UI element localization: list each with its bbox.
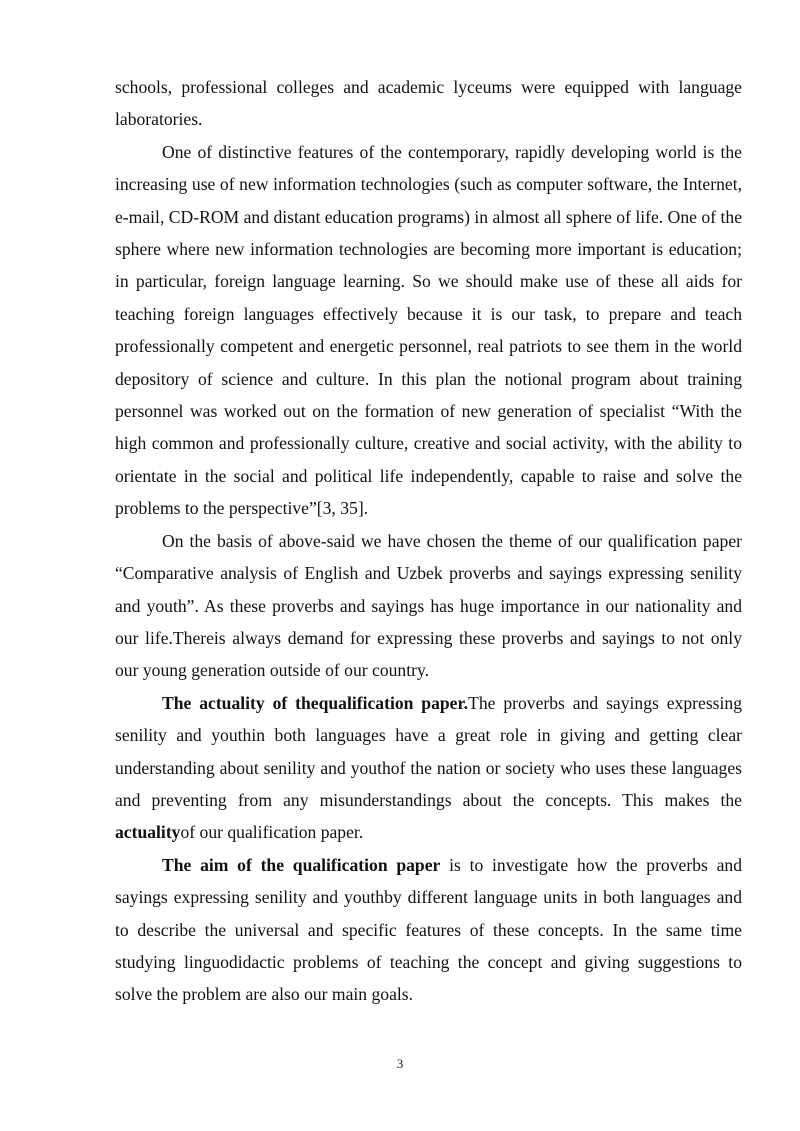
text-run: On the basis of above-said we have chosen the theme of our qualification paper “Comparative analysis of English and Uzbek proverbs and sayings expressing senility and youth”. As these proverbs and sayings has huge importance in our nationality and our life.Thereis always demand for expressing these proverbs and sayings to not only our young generation outside of our country. <box>115 530 742 681</box>
bold-text: actuality <box>115 822 181 843</box>
text-run: of our qualification paper. <box>180 822 364 843</box>
text-run: The proverbs and sayings expressing senility and youthin both languages have a great role in giving and getting clear understanding about senility and youthof the nation or society who uses these languages and preventing from any misunderstandings about the concepts. This makes the <box>115 692 742 810</box>
paragraph <box>115 71 742 136</box>
text-run: One of distinctive features of the contemporary, rapidly developing world is the increasing use of new information technologies (such as computer software, the Internet, e-mail, CD-ROM and distant education programs) in almost all sphere of life. One of the sphere where new information technologies are becoming more important is education; in particular, foreign language learning. So we should make use of these all aids for teaching foreign languages effectively because it is our task, to prepare and teach professionally competent and energetic personnel, real patriots to see them in the world depository of science and culture. In this plan the notional program about training personnel was worked out on the formation of new generation of specialist “With the high common and professionally culture, creative and social activity, with the ability to orientate in the social and political life independently, capable to raise and solve the problems to the perspective”[3, 35]. <box>115 141 742 519</box>
paragraph <box>115 136 742 525</box>
paragraph <box>115 849 742 1011</box>
paragraph <box>115 687 742 849</box>
text-run: schools, professional colleges and academic lyceums were equipped with language laboratories. <box>115 77 742 130</box>
text-run: is to investigate how the proverbs and sayings expressing senility and youthby different language units in both languages and to describe the universal and specific features of these concepts. In the same time studying linguodidactic problems of teaching the concept and giving suggestions to solve the problem are also our main goals. <box>115 854 742 1005</box>
bold-text: The aim of the qualification paper <box>162 854 441 875</box>
paragraph <box>115 525 742 687</box>
page-number: 3 <box>396 1056 404 1071</box>
body-text <box>115 71 742 1011</box>
bold-text: The actuality of thequalification paper. <box>162 692 469 713</box>
